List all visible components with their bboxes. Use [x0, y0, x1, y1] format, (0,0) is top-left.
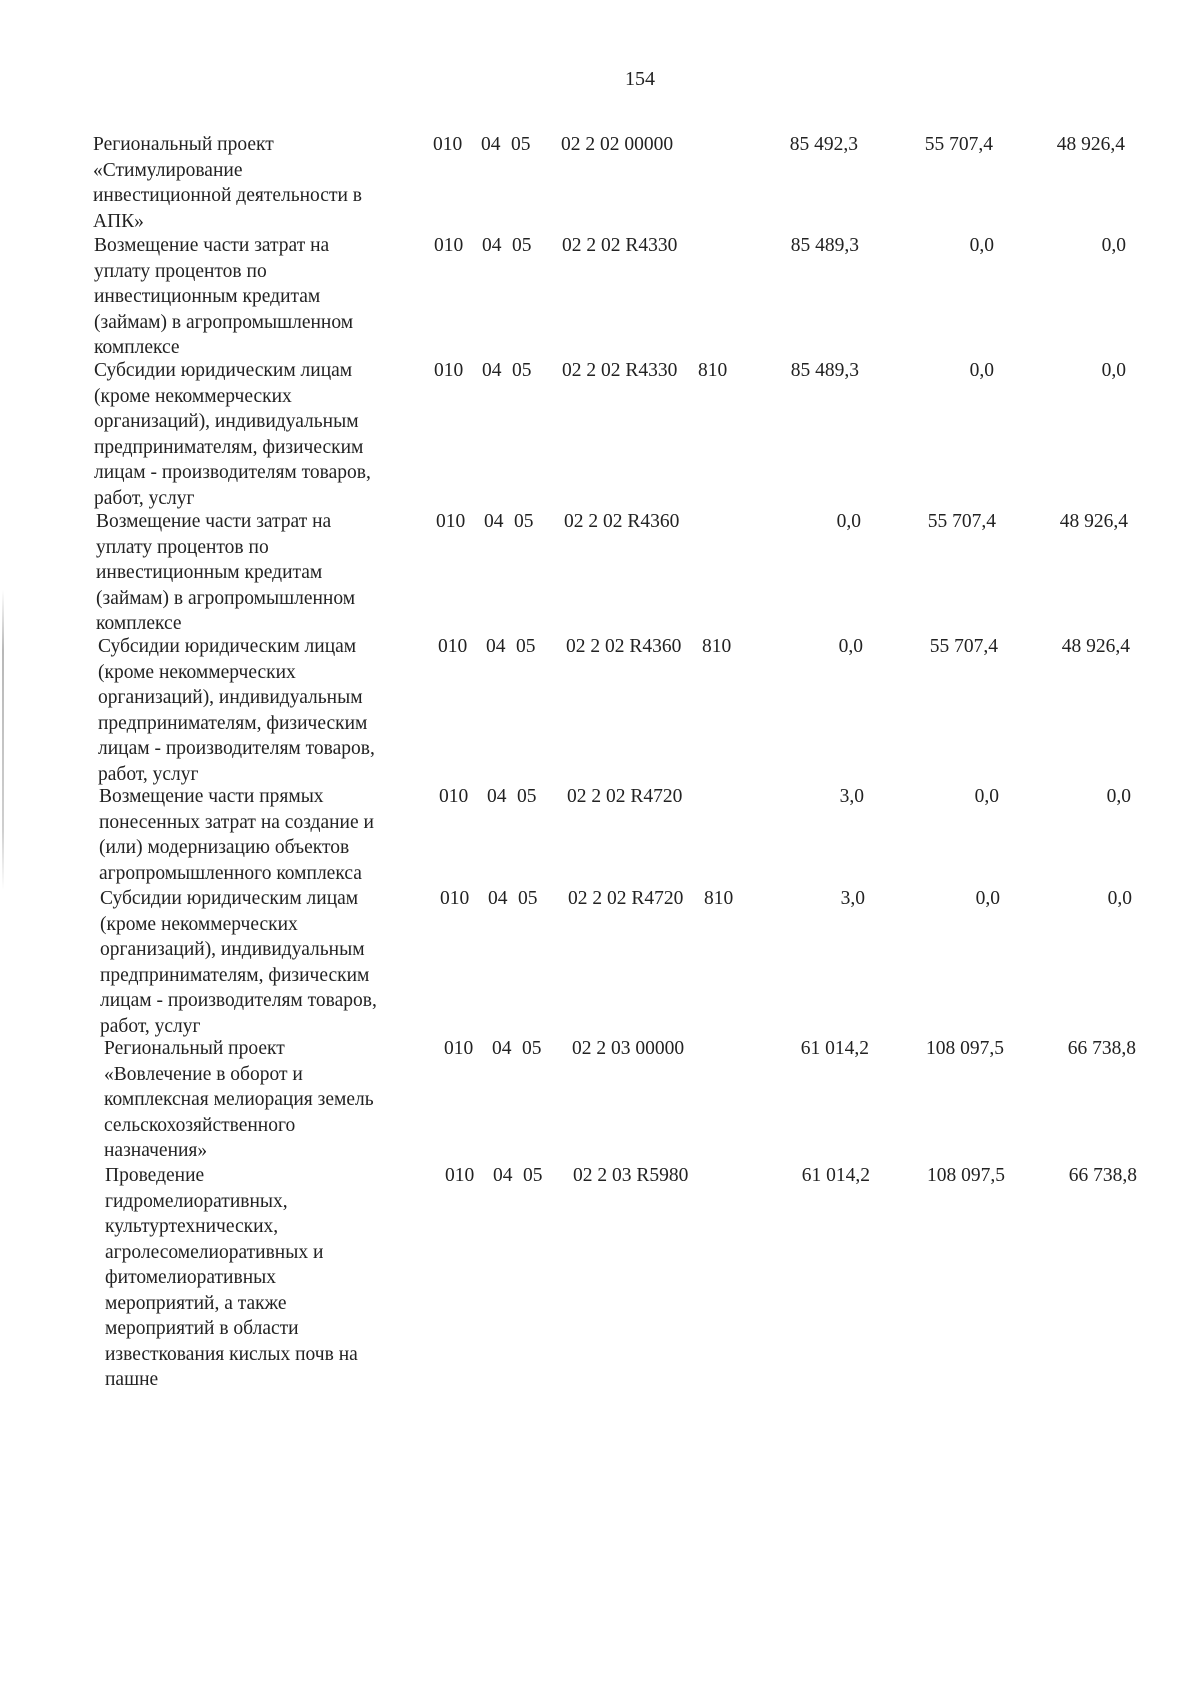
row-amount-year-1: 61 014,2 — [800, 1038, 869, 1059]
row-amount-year-3: 66 738,8 — [1068, 1165, 1137, 1186]
row-article-code: 02 2 02 00000 — [561, 134, 674, 155]
table-row — [104, 1036, 1186, 1163]
row-subsection-code: 05 — [518, 888, 538, 909]
table-row — [94, 233, 1186, 358]
table-row — [99, 784, 1186, 886]
row-article-code: 02 2 03 R5980 — [573, 1165, 689, 1186]
row-amount-year-3: 66 738,8 — [1067, 1038, 1136, 1059]
row-subsection-code: 05 — [512, 235, 532, 256]
row-section-code: 04 — [486, 636, 506, 657]
row-section-code: 04 — [493, 1165, 513, 1186]
row-amount-year-1: 3,0 — [839, 786, 864, 807]
scan-edge-mark — [2, 590, 4, 890]
row-name: Региональный проект «Вовлечение в оборот и комплексная мелиорация земель сельскохозяйственного назначения» — [104, 1038, 374, 1161]
row-subsection-code: 05 — [514, 511, 534, 532]
table-row — [105, 1163, 1186, 1403]
row-article-code: 02 2 02 R4720 — [568, 888, 684, 909]
budget-table — [93, 132, 1186, 1403]
page-number: 154 — [625, 68, 655, 90]
row-section-code: 04 — [482, 360, 502, 381]
row-ministry-code: 010 — [436, 511, 466, 532]
row-section-code: 04 — [492, 1038, 512, 1059]
row-ministry-code: 010 — [445, 1165, 475, 1186]
row-amount-year-1: 0,0 — [836, 511, 861, 532]
row-name: Возмещение части затрат на уплату процентов по инвестиционным кредитам (займам) в агропромышленном комплексе — [96, 511, 356, 634]
table-row — [96, 509, 1186, 634]
row-amount-year-3: 48 926,4 — [1061, 636, 1130, 657]
row-subsection-code: 05 — [516, 636, 536, 657]
row-article-code: 02 2 02 R4360 — [564, 511, 680, 532]
row-article-code: 02 2 03 00000 — [572, 1038, 685, 1059]
row-amount-year-2: 0,0 — [969, 360, 994, 381]
row-amount-year-2: 55 707,4 — [924, 134, 993, 155]
row-amount-year-2: 55 707,4 — [927, 511, 996, 532]
row-amount-year-2: 108 097,5 — [926, 1038, 1004, 1059]
row-amount-year-1: 3,0 — [840, 888, 865, 909]
row-name: Проведение гидромелиоративных, культуртехнических, агролесомелиоративных и фитомелиоративных мероприятий, а также мероприятий в области известкования кислых почв на пашне — [105, 1165, 358, 1390]
row-name: Региональный проект «Стимулирование инвестиционной деятельности в АПК» — [93, 134, 362, 232]
row-amount-year-1: 0,0 — [838, 636, 863, 657]
row-section-code: 04 — [487, 786, 507, 807]
row-amount-year-3: 0,0 — [1101, 235, 1126, 256]
row-name: Возмещение части прямых понесенных затрат на создание и (или) модернизацию объектов агропромышленного комплекса — [99, 786, 374, 884]
row-subsection-code: 05 — [523, 1165, 543, 1186]
row-ministry-code: 010 — [439, 786, 469, 807]
row-article-code: 02 2 02 R4720 — [567, 786, 683, 807]
row-ministry-code: 010 — [444, 1038, 474, 1059]
row-section-code: 04 — [482, 235, 502, 256]
row-subsection-code: 05 — [517, 786, 537, 807]
row-article-code: 02 2 02 R4330 — [562, 360, 678, 381]
row-section-code: 04 — [481, 134, 501, 155]
row-amount-year-2: 0,0 — [974, 786, 999, 807]
row-ministry-code: 010 — [438, 636, 468, 657]
row-name: Субсидии юридическим лицам (кроме некоммерческих организаций), индивидуальным предпринимателям, физическим лицам - производителям товаров, работ, услуг — [98, 636, 375, 785]
row-amount-year-2: 55 707,4 — [929, 636, 998, 657]
row-expense-type: 810 — [698, 360, 728, 381]
row-amount-year-2: 0,0 — [975, 888, 1000, 909]
row-amount-year-3: 48 926,4 — [1056, 134, 1125, 155]
row-name: Возмещение части затрат на уплату процентов по инвестиционным кредитам (займам) в агропромышленном комплексе — [94, 235, 354, 358]
row-article-code: 02 2 02 R4360 — [566, 636, 682, 657]
table-row — [100, 886, 1186, 1036]
row-expense-type: 810 — [702, 636, 732, 657]
row-ministry-code: 010 — [433, 134, 463, 155]
row-amount-year-1: 85 489,3 — [790, 360, 859, 381]
row-ministry-code: 010 — [434, 360, 464, 381]
row-name: Субсидии юридическим лицам (кроме некоммерческих организаций), индивидуальным предпринимателям, физическим лицам - производителям товаров, работ, услуг — [100, 888, 377, 1037]
row-section-code: 04 — [488, 888, 508, 909]
row-amount-year-1: 85 489,3 — [790, 235, 859, 256]
row-amount-year-1: 85 492,3 — [789, 134, 858, 155]
row-section-code: 04 — [484, 511, 504, 532]
row-amount-year-3: 0,0 — [1101, 360, 1126, 381]
row-subsection-code: 05 — [512, 360, 532, 381]
row-amount-year-3: 48 926,4 — [1059, 511, 1128, 532]
row-amount-year-3: 0,0 — [1106, 786, 1131, 807]
row-amount-year-3: 0,0 — [1107, 888, 1132, 909]
row-expense-type: 810 — [704, 888, 734, 909]
row-name: Субсидии юридическим лицам (кроме некоммерческих организаций), индивидуальным предпринимателям, физическим лицам - производителям товаров, работ, услуг — [94, 360, 371, 509]
row-article-code: 02 2 02 R4330 — [562, 235, 678, 256]
row-subsection-code: 05 — [522, 1038, 542, 1059]
table-row — [93, 132, 1186, 233]
row-subsection-code: 05 — [511, 134, 531, 155]
row-amount-year-2: 0,0 — [969, 235, 994, 256]
row-ministry-code: 010 — [434, 235, 464, 256]
row-ministry-code: 010 — [440, 888, 470, 909]
table-row — [94, 358, 1186, 509]
row-amount-year-2: 108 097,5 — [927, 1165, 1005, 1186]
table-row — [98, 634, 1186, 784]
row-amount-year-1: 61 014,2 — [801, 1165, 870, 1186]
